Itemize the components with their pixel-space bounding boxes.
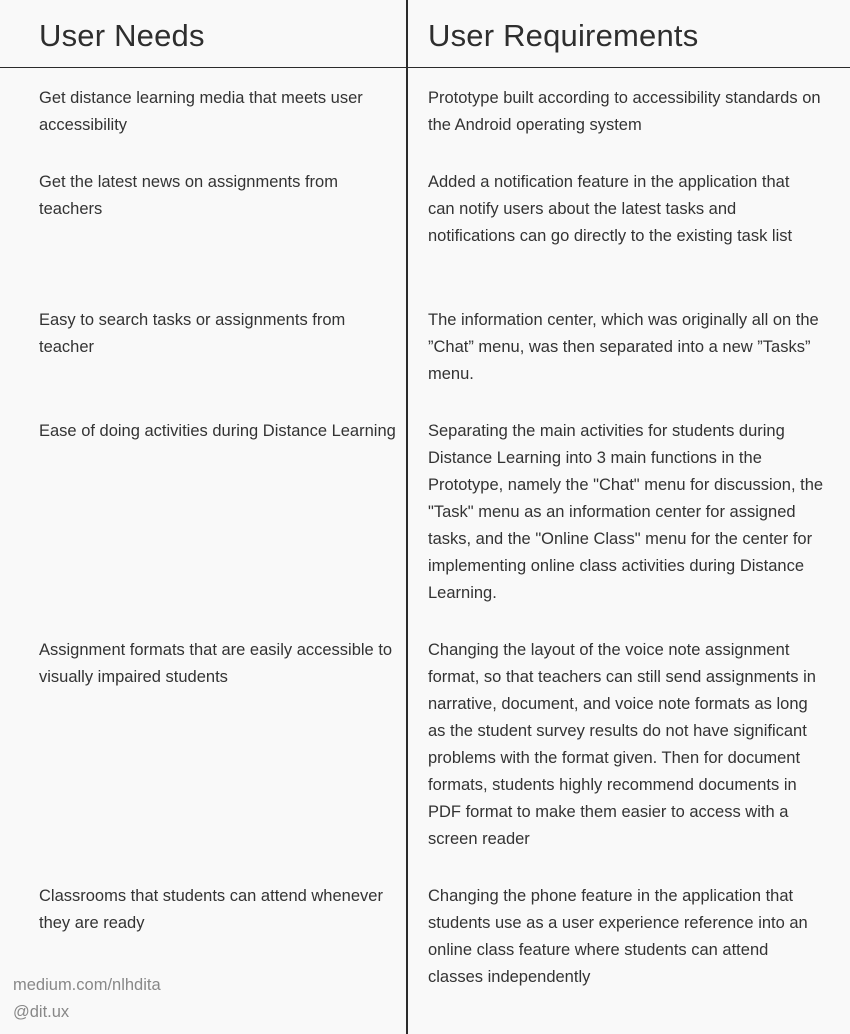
table-header: [0, 0, 850, 68]
requirement-cell-6: Changing the phone feature in the application that students use as a user experience reference into an online class feature where students can attend classes independently: [428, 887, 808, 986]
user-requirements-heading: User Requirements: [428, 18, 699, 53]
need-cell-1: Get distance learning media that meets user accessibility: [39, 89, 363, 134]
medium-link[interactable]: medium.com/nlhdita: [13, 976, 161, 994]
requirement-cell-5: Changing the layout of the voice note assignment format, so that teachers can still send assignments in narrative, document, and voice note formats as long as the student survey results do not have significant problems with the format given. Then for document formats, students highly recommend documents in PDF format to make them easier to access with a screen reader: [428, 641, 816, 848]
need-cell-4: Ease of doing activities during Distance Learning: [39, 422, 396, 440]
requirement-cell-4: Separating the main activities for students during Distance Learning into 3 main functions in the Prototype, namely the "Chat" menu for discussion, the "Task" menu as an information center for assigned tasks, and the "Online Class" menu for the center for implementing online class activities during Distance Learning.: [428, 422, 824, 602]
footer-credits: [13, 972, 161, 1026]
need-cell-6: Classrooms that students can attend whenever they are ready: [39, 887, 383, 932]
user-needs-heading: User Needs: [39, 18, 205, 53]
need-cell-5: Assignment formats that are easily accessible to visually impaired students: [39, 641, 393, 686]
requirement-cell-2: Added a notification feature in the application that can notify users about the latest tasks and notifications can go directly to the existing task list: [428, 173, 793, 245]
requirement-cell-1: Prototype built according to accessibility standards on the Android operating system: [428, 89, 821, 134]
column-divider: [406, 0, 408, 1034]
requirement-cell-3: The information center, which was originally all on the ”Chat” menu, was then separated into a new ”Tasks” menu.: [428, 311, 819, 383]
handle-text: @dit.ux: [13, 1003, 70, 1021]
need-cell-3: Easy to search tasks or assignments from teacher: [39, 311, 346, 356]
need-cell-2: Get the latest news on assignments from teachers: [39, 173, 338, 218]
